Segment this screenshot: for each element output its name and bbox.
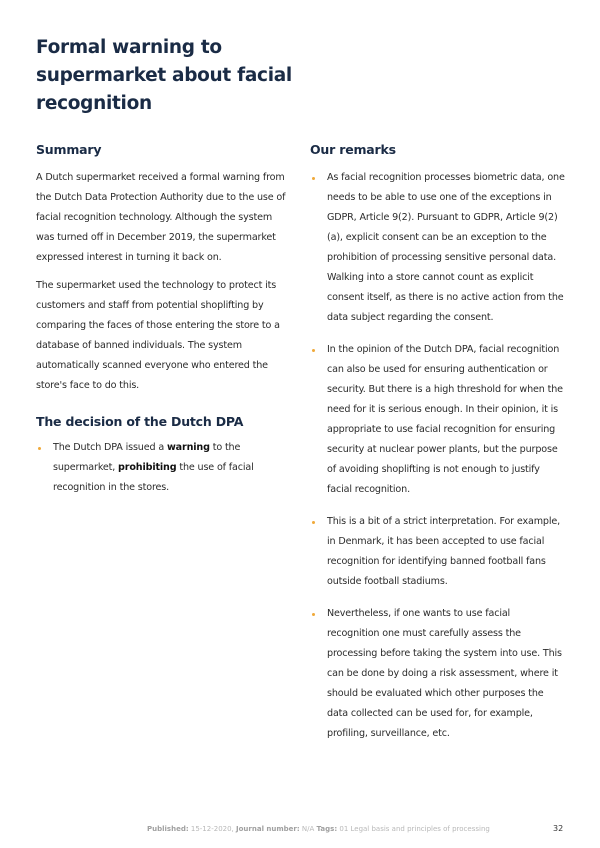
footer-meta <box>147 825 490 833</box>
published-label: Published: <box>147 825 189 833</box>
remark-text: As facial recognition processes biometric data, one needs to be able to use one of the exceptions in GDPR, Article 9(2). Pursuant to GDPR, Article 9(2)(a), explicit consent can be an exception to the prohibition of processing sensitive personal data. Walking into a store cannot count as explicit consent itself, as there is no active action from the data subject regarding the consent. <box>327 172 565 323</box>
remark-text: In the opinion of the Dutch DPA, facial recognition can also be used for ensuring authentication or security. But there is a high threshold for when the need for it is serious enough. In their opinion, it is appropriate to use facial recognition for ensuring security at nuclear power plants, but the purpose of avoiding shoplifting is not enough to justify facial recognition. <box>327 344 563 495</box>
remarks-list-item <box>310 604 565 744</box>
text-segment: The Dutch DPA issued a <box>53 442 167 453</box>
remark-text: Nevertheless, if one wants to use facial recognition one must carefully assess the processing before taking the system into use. This can be done by doing a risk assessment, where it should be evaluated which other purposes the data collected can be used for, for example, profiling, surveillance, etc. <box>327 608 562 739</box>
page-title: Formal warning to supermarket about facial recognition <box>36 37 292 114</box>
bullet-dot-icon <box>38 447 41 450</box>
tags-link[interactable]: 01 Legal basis and principles of processing <box>339 825 490 833</box>
text-segment: to the supermarket, <box>53 442 241 473</box>
emphasis-prohibiting: prohibiting <box>118 462 177 473</box>
journal-label: Journal number: <box>236 825 300 833</box>
remarks-list <box>310 168 565 744</box>
remarks-heading: Our remarks <box>310 142 396 157</box>
decision-list <box>36 438 286 498</box>
remarks-list-item <box>310 168 565 328</box>
tags-label: Tags: <box>316 825 338 833</box>
summary-paragraph: A Dutch supermarket received a formal warning from the Dutch Data Protection Authority due to the use of facial recognition technology. Although the system was turned off in December 2019, the supermarket expressed interest in turning it back on. <box>36 172 286 263</box>
remark-text: This is a bit of a strict interpretation. For example, in Denmark, it has been accepted to use facial recognition for identifying banned football fans outside football stadiums. <box>327 516 561 587</box>
decision-list-item <box>36 438 286 498</box>
summary-heading: Summary <box>36 142 102 157</box>
journal-number: N/A <box>301 825 315 833</box>
bullet-dot-icon <box>312 349 315 352</box>
remarks-list-item <box>310 512 565 592</box>
decision-heading: The decision of the Dutch DPA <box>36 414 244 429</box>
bullet-dot-icon <box>312 521 315 524</box>
text-segment: the use of facial recognition in the stores. <box>53 462 254 493</box>
summary-paragraph: The supermarket used the technology to protect its customers and staff from potential shoplifting by comparing the faces of those entering the store to a database of banned individuals. The system automatically scanned everyone who entered the store's face to do this. <box>36 280 280 391</box>
left-column <box>36 142 286 510</box>
page-number: 32 <box>553 824 564 833</box>
remarks-list-item <box>310 340 565 500</box>
right-column <box>310 142 565 756</box>
bullet-dot-icon <box>312 613 315 616</box>
bullet-dot-icon <box>312 177 315 180</box>
emphasis-warning: warning <box>166 442 210 453</box>
published-date: 15-12-2020, <box>190 825 234 833</box>
